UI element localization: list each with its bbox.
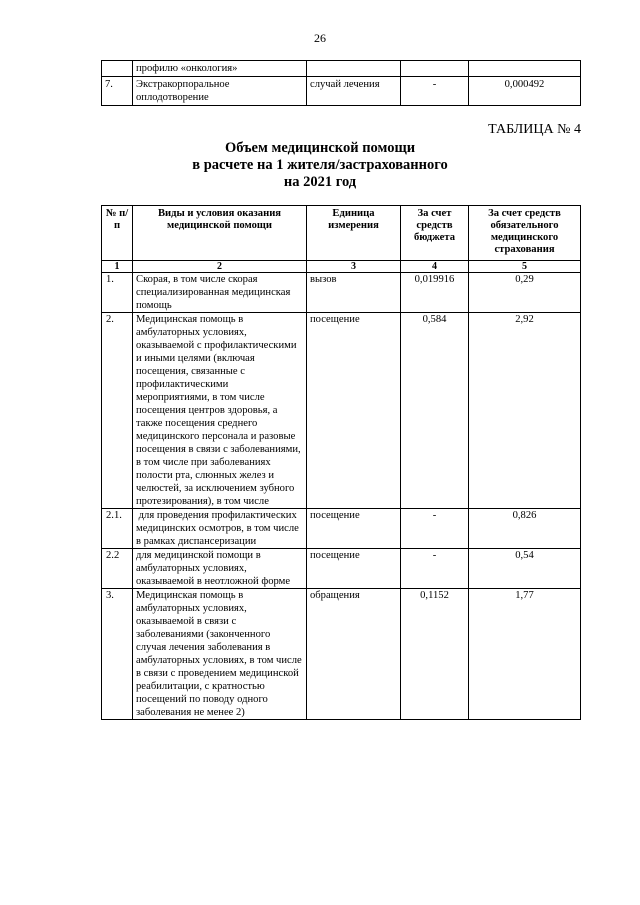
table-row (102, 273, 581, 313)
header-budget: За счет средств бюджета (401, 206, 469, 261)
row-number: 2. (102, 313, 133, 509)
column-index: 3 (307, 261, 401, 273)
table-header-row (102, 206, 581, 261)
budget-value: 0,1152 (401, 589, 469, 720)
care-type: Скорая, в том числе скорая специализированная медицинская помощь (133, 273, 307, 313)
care-type: профилю «онкология» (133, 61, 307, 77)
oms-value: 0,826 (469, 509, 581, 549)
unit: обращения (307, 589, 401, 720)
unit: посещение (307, 549, 401, 589)
column-index-row (102, 261, 581, 273)
table-row (102, 61, 581, 77)
care-type: Медицинская помощь в амбулаторных условиях, оказываемой с профилактическими и иными целями (включая посещения, связанные с профилактическими мероприятиями, в том числе посещения центров здоровья, а также посещения среднего медицинского персонала и разовые посещения в связи с заболеваниями, в том числе при заболеваниях полости рта, слюнных желез и челюстей, за исключением зубного протезирования), в том числе (133, 313, 307, 509)
unit: посещение (307, 509, 401, 549)
oms-value: 2,92 (469, 313, 581, 509)
care-volume-table (101, 205, 581, 720)
budget-value: - (401, 509, 469, 549)
title-line: Объем медицинской помощи (224, 140, 416, 156)
care-type: для медицинской помощи в амбулаторных условиях, оказываемой в неотложной форме (133, 549, 307, 589)
column-index: 1 (102, 261, 133, 273)
unit: вызов (307, 273, 401, 313)
row-number: 2.1. (102, 509, 133, 549)
header-care-type: Виды и условия оказания медицинской помощи (133, 206, 307, 261)
oms-value: 0,54 (469, 549, 581, 589)
column-index: 4 (401, 261, 469, 273)
row-number: 2.2 (102, 549, 133, 589)
row-number: 1. (102, 273, 133, 313)
budget-value (401, 61, 469, 77)
budget-value: - (401, 549, 469, 589)
header-oms: За счет средств обязательного медицинского страхования (469, 206, 581, 261)
title-line: на 2021 год (283, 174, 357, 190)
row-number: 3. (102, 589, 133, 720)
oms-value: 0,000492 (469, 77, 581, 106)
unit (307, 61, 401, 77)
budget-value: 0,584 (401, 313, 469, 509)
table-row (102, 549, 581, 589)
care-type: для проведения профилактических медицинских осмотров, в том числе в рамках диспансеризации (133, 509, 307, 549)
care-type: Экстракорпоральное оплодотворение (133, 77, 307, 106)
page-number: 26 (314, 31, 326, 45)
previous-table-fragment (101, 60, 581, 106)
header-unit: Единица измерения (307, 206, 401, 261)
table-row (102, 77, 581, 106)
budget-value: 0,019916 (401, 273, 469, 313)
header-number: № п/п (102, 206, 133, 261)
table-caption: ТАБЛИЦА № 4 (488, 122, 581, 137)
row-number: 7. (102, 77, 133, 106)
oms-value: 1,77 (469, 589, 581, 720)
unit: случай лечения (307, 77, 401, 106)
table-row (102, 509, 581, 549)
oms-value (469, 61, 581, 77)
oms-value: 0,29 (469, 273, 581, 313)
table-row (102, 589, 581, 720)
title-line: в расчете на 1 жителя/застрахованного (192, 157, 448, 173)
budget-value: - (401, 77, 469, 106)
unit: посещение (307, 313, 401, 509)
table-title (0, 140, 640, 191)
row-number (102, 61, 133, 77)
column-index: 5 (469, 261, 581, 273)
care-type: Медицинская помощь в амбулаторных условиях, оказываемой в связи с заболеваниями (законченного случая лечения заболевания в амбулаторных условиях, в том числе в связи с проведением медицинской реабилитации, с кратностью посещений по поводу одного заболевания не менее 2) (133, 589, 307, 720)
column-index: 2 (133, 261, 307, 273)
table-row (102, 313, 581, 509)
